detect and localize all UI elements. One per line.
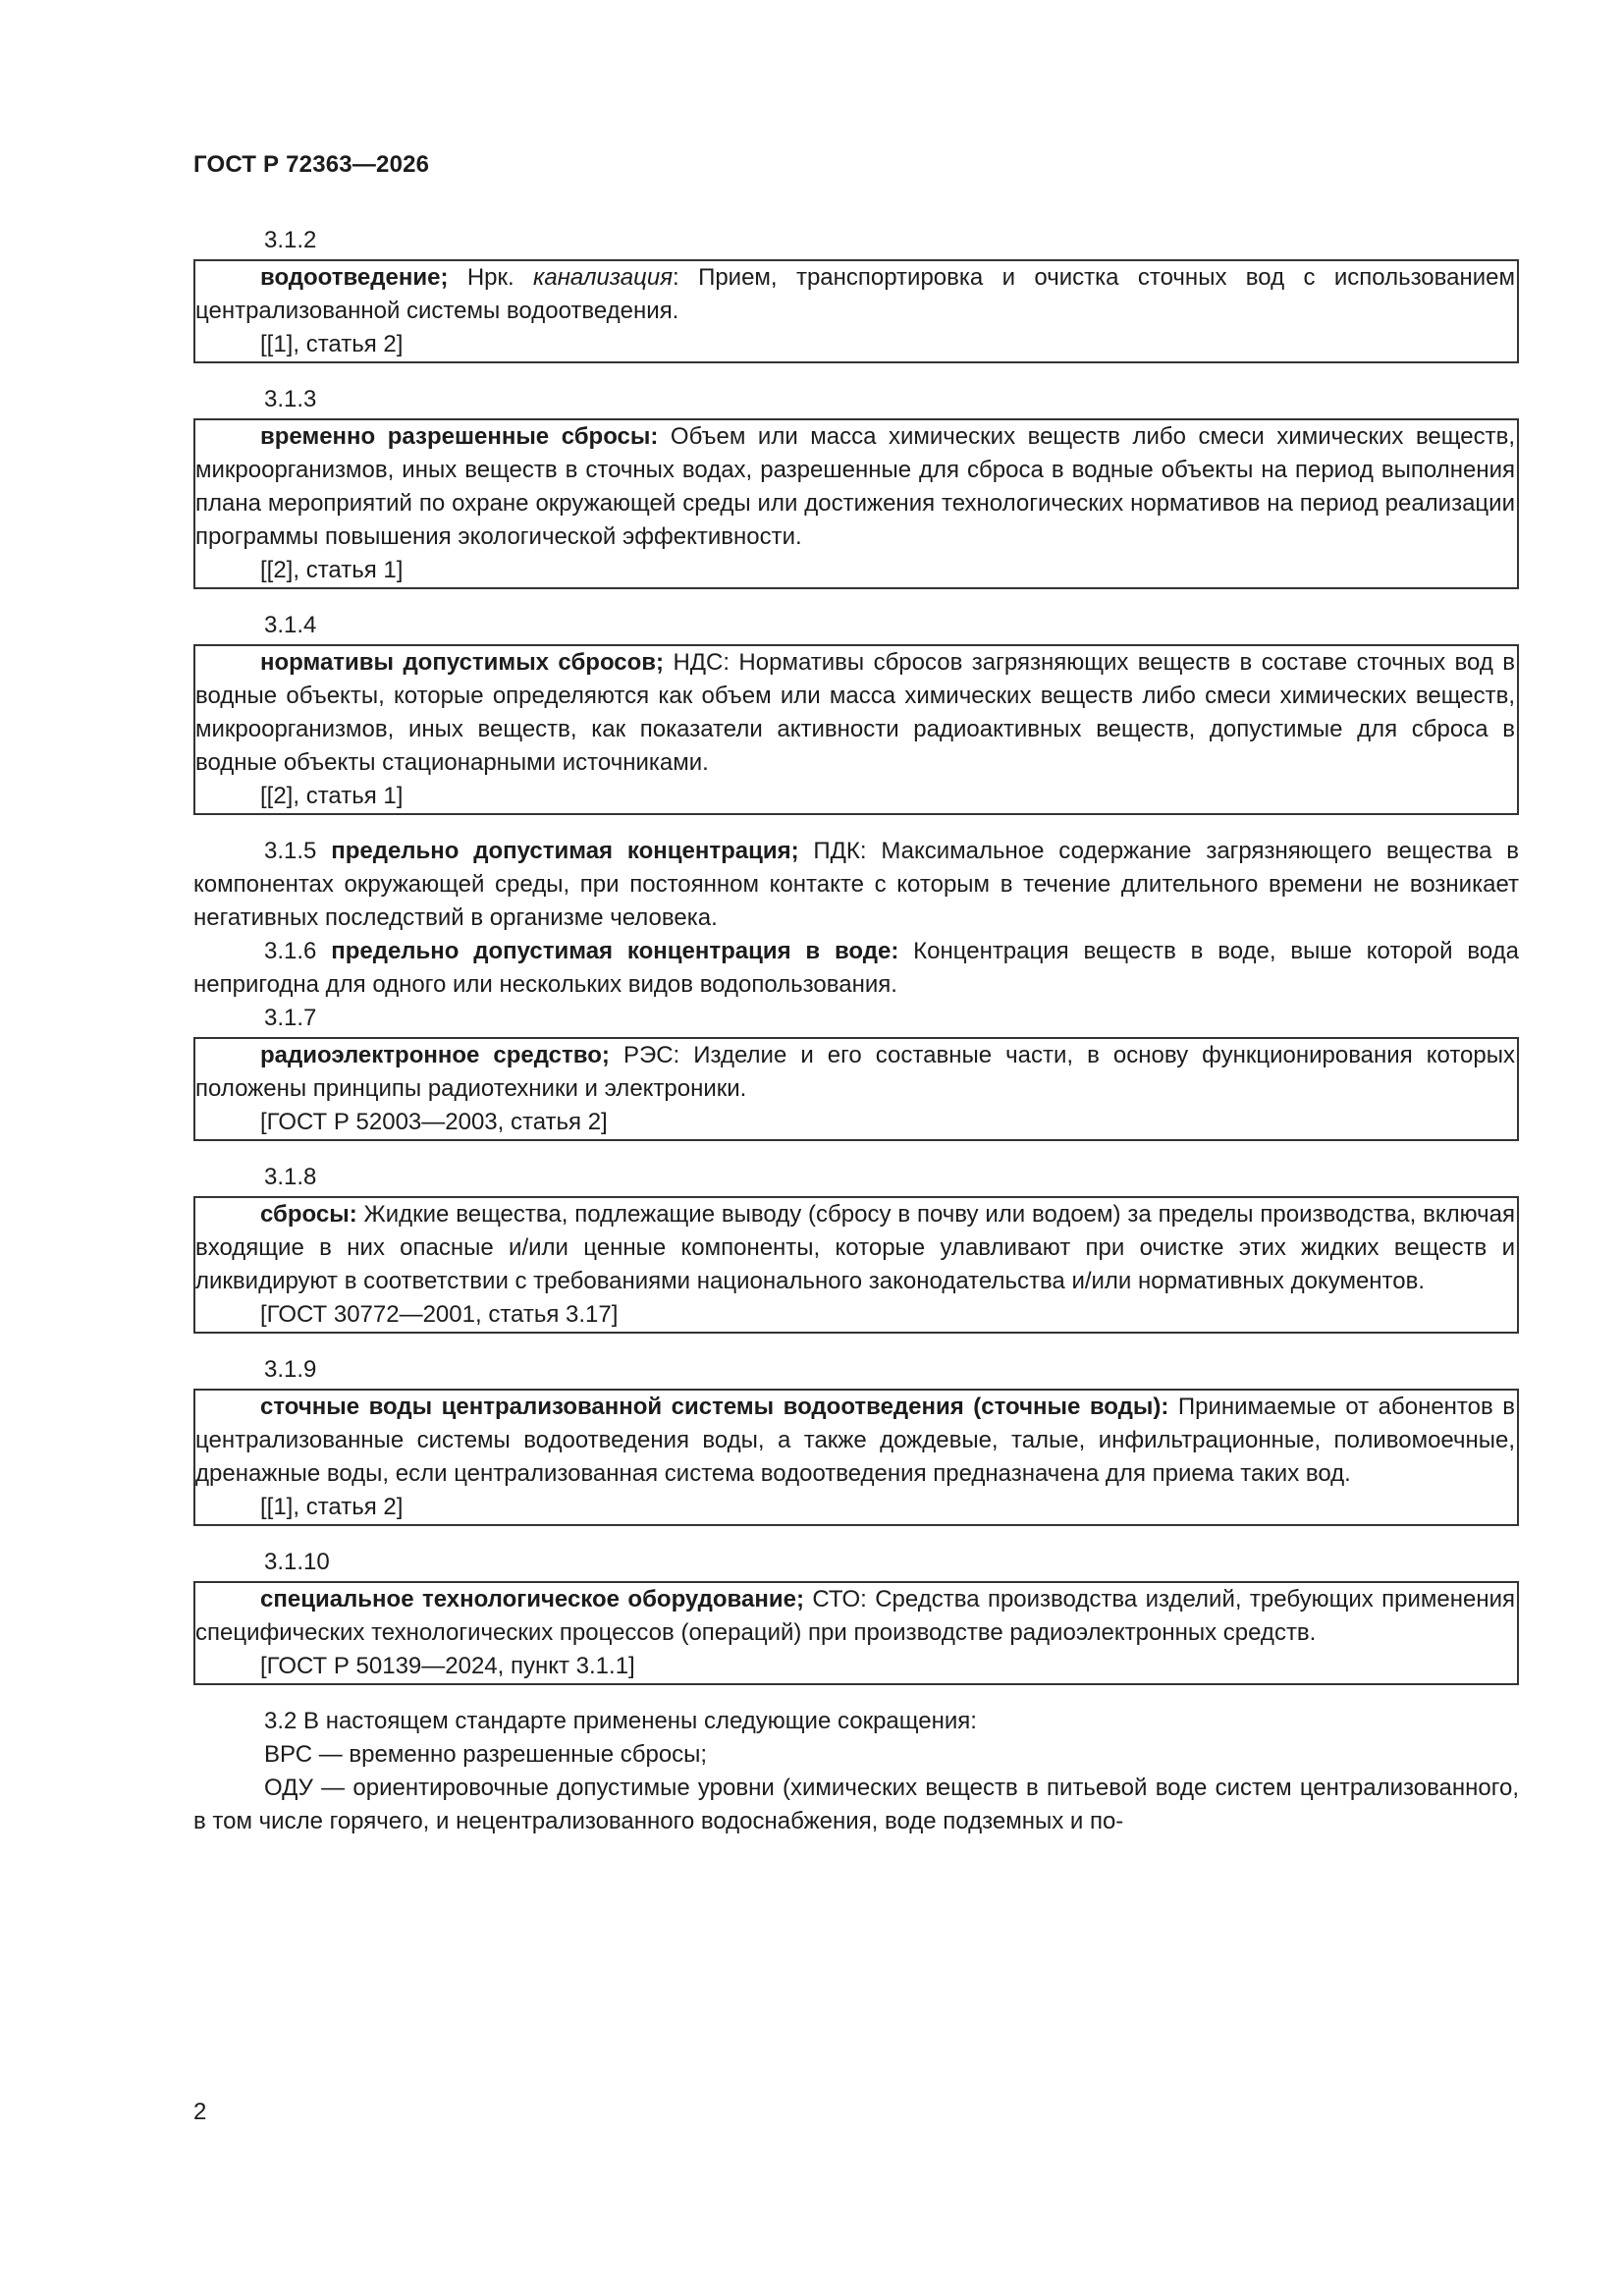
term-abbr: Нрк.	[448, 264, 534, 291]
term-name: предельно допустимая концентрация в воде:	[331, 938, 899, 964]
term-source: [[2], статья 1]	[260, 557, 404, 583]
definition-text: ПДК: Максимальное содержание загрязняющего вещества в компонентах окружающей среды, при постоянном контакте с которым в течение длительного времени не возникает негативных последствий в организме человека.	[193, 838, 1520, 931]
term-definition	[195, 261, 1515, 328]
term-box	[193, 644, 1519, 815]
term-name: временно разрешенные сбросы:	[260, 423, 659, 450]
term-box	[193, 1389, 1519, 1526]
term-box	[193, 418, 1519, 589]
definition-text: СТО: Средства производства изделий, требующих применения специфических технологических процессов (операций) при производстве радиоэлектронных средств.	[195, 1586, 1515, 1646]
clause-paragraph	[193, 935, 1519, 1002]
definition-text: Принимаемые от абонентов в централизованные системы водоотведения воды, а также дождевые, талые, инфильтрационные, поливомоечные, дренажные воды, если централизованная система водоотведения предназначена для приема таких вод.	[195, 1394, 1516, 1487]
term-definition	[195, 420, 1515, 554]
term-deprecated: канализация	[533, 264, 674, 291]
term-source: [[1], статья 2]	[260, 1494, 404, 1520]
term-name: сточные воды централизованной системы водоотведения (сточные воды):	[260, 1394, 1169, 1420]
page-content	[193, 224, 1519, 1838]
clause-number: 3.1.2	[264, 227, 317, 253]
term-source: [[1], статья 2]	[260, 331, 404, 357]
term-name: специальное технологическое оборудование;	[260, 1586, 804, 1613]
term-name: водоотведение;	[260, 264, 449, 291]
abbreviation-item: ВРС — временно разрешенные сбросы;	[264, 1741, 708, 1768]
term-source: [ГОСТ Р 52003—2003, статья 2]	[260, 1109, 608, 1135]
term-box	[193, 1037, 1519, 1141]
clause-number: 3.1.4	[264, 612, 317, 638]
clause-number: 3.1.6	[264, 938, 317, 964]
term-name: предельно допустимая концентрация;	[331, 838, 799, 864]
term-box	[193, 1196, 1519, 1334]
document-header: ГОСТ Р 72363—2026	[193, 151, 430, 178]
term-name: сбросы:	[260, 1201, 357, 1228]
term-source: [[2], статья 1]	[260, 783, 404, 809]
abbreviation-item: ОДУ — ориентировочные допустимые уровни (химических веществ в питьевой воде систем централизованного, в том числе горячего, и нецентрализованного водоснабжения, воде подземных и по-	[193, 1775, 1519, 1834]
clause-number: 3.1.7	[264, 1005, 317, 1031]
term-box	[193, 1581, 1519, 1685]
term-source: [ГОСТ Р 50139—2024, пункт 3.1.1]	[260, 1653, 635, 1679]
term-definition	[195, 1039, 1515, 1106]
clause-paragraph	[193, 835, 1519, 935]
term-source: [ГОСТ 30772—2001, статья 3.17]	[260, 1301, 619, 1328]
clause-number: 3.1.5	[264, 838, 317, 864]
definition-text: Концентрация веществ в воде, выше которой вода непригодна для одного или нескольких видов водопользования.	[193, 938, 1520, 998]
term-box	[193, 259, 1519, 363]
term-definition	[195, 646, 1515, 780]
definition-text: Объем или масса химических веществ либо смеси химических веществ, микроорганизмов, иных веществ в сточных водах, разрешенные для сброса в водные объекты на период выполнения плана мероприятий по охране окружающей среды или достижения технологических нормативов на период реализации программы повышения экологической эффективности.	[195, 423, 1516, 550]
term-name: радиоэлектронное средство;	[260, 1042, 610, 1068]
definition-text: НДС: Нормативы сбросов загрязняющих веществ в составе сточных вод в водные объекты, которые определяются как объем или масса химических веществ либо смеси химических веществ, микроорганизмов, иных веществ, как показатели активности радиоактивных веществ, допустимые для сброса в водные объекты стационарными источниками.	[195, 649, 1515, 776]
definition-text: РЭС: Изделие и его составные части, в основу функционирования которых положены принципы радиотехники и электроники.	[195, 1042, 1516, 1102]
abbreviations-intro: 3.2 В настоящем стандарте применены следующие сокращения:	[264, 1708, 977, 1734]
term-definition	[195, 1583, 1515, 1650]
page-number: 2	[193, 2099, 207, 2125]
clause-number: 3.1.9	[264, 1356, 317, 1383]
term-name: нормативы допустимых сбросов;	[260, 649, 665, 676]
term-definition	[195, 1391, 1515, 1491]
definition-text: : Прием, транспортировка и очистка сточных вод с использованием централизованной системы водоотведения.	[195, 264, 1515, 324]
clause-number: 3.1.10	[264, 1549, 330, 1575]
clause-number: 3.1.3	[264, 386, 317, 412]
definition-text: Жидкие вещества, подлежащие выводу (сбросу в почву или водоем) за пределы производства, включая входящие в них опасные и/или ценные компоненты, которые улавливают при очистке этих жидких веществ и ликвидируют в соответствии с требованиями национального законодательства и/или нормативных документов.	[195, 1201, 1515, 1294]
term-definition	[195, 1198, 1515, 1298]
clause-number: 3.1.8	[264, 1164, 317, 1190]
